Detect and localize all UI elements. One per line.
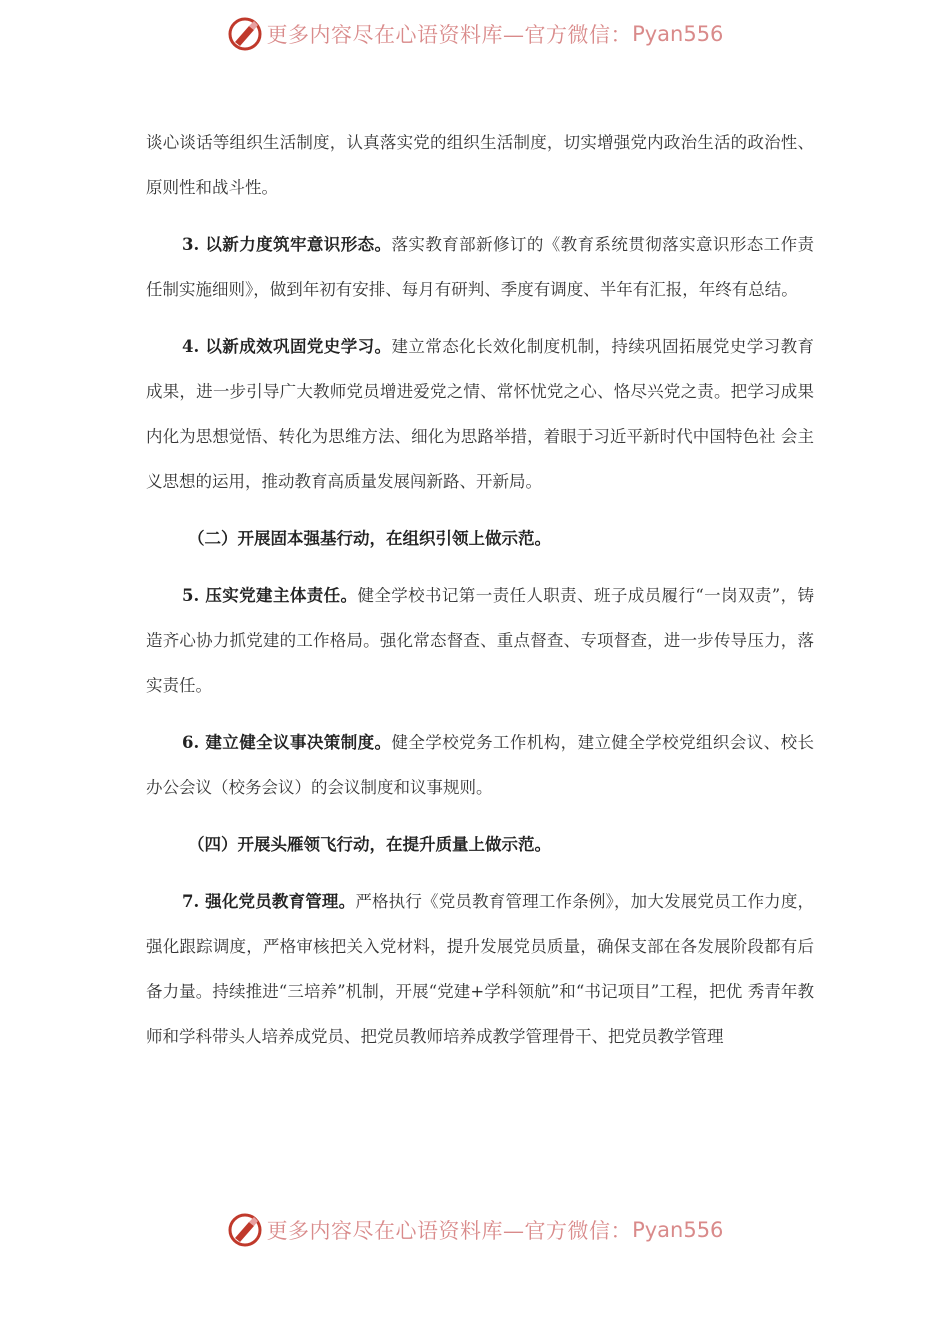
banner-wechat-id: Pyan556 [632, 1218, 724, 1242]
item-lead: 7. 强化党员教育管理。 [182, 892, 356, 911]
item-text: 健全学校党务工作机构，建立健全学校党组织会议、校长 办公会议（校务会议）的会议制度和议事规则。 [146, 733, 814, 797]
footer-banner [0, 1212, 950, 1248]
item-text: 落实教育部新修订的《教育系统贯彻落实意识形态工作责任制实施细则》，做到年初有安排、每月有研判、季度有调度、半年有汇报，年终有总结。 [146, 235, 814, 299]
item-lead: 5. 压实党建主体责任。 [182, 586, 358, 605]
header-banner [0, 16, 950, 52]
section-heading-2: （二）开展固本强基行动，在组织引领上做示范。 [188, 529, 551, 548]
paragraph-item-5 [146, 573, 814, 708]
pen-logo-icon [227, 1212, 263, 1248]
item-text: 建立常态化长效化制度机制，持续巩固拓展党史学习教育 成果，进一步引导广大教师党员增进爱党之情、常怀忧党之心、恪尽兴党之责。把学习成果内化为思想觉悟、转化为思维方法、细化为思路举措，着眼于习近平新时代中国特色社 会主义思想的运用，推动教育高质量发展闯新路、开新局。 [146, 337, 814, 491]
paragraph-continuation: 谈心谈话等组织生活制度，认真落实党的组织生活制度，切实增强党内政治生活的政治性、原则性和战斗性。 [146, 133, 814, 197]
paragraph-item-3 [146, 222, 814, 312]
banner-text: 更多内容尽在心语资料库—官方微信： [266, 1219, 633, 1243]
item-text: 健全学校书记第一责任人职责、班子成员履行“一岗双责”，铸造齐心协力抓党建的工作格局。强化常态督查、重点督查、专项督查，进一步传导压力，落实责任。 [146, 586, 814, 695]
paragraph-item-6 [146, 720, 814, 810]
paragraph-item-4 [146, 324, 814, 504]
document-body [146, 120, 814, 1071]
pen-logo-icon [227, 16, 263, 52]
item-lead: 6. 建立健全议事决策制度。 [182, 733, 392, 752]
item-text: 严格执行《党员教育管理工作条例》，加大发展党员工作力度， 强化跟踪调度，严格审核把关入党材料，提升发展党员质量，确保支部在各发展阶段都有后备力量。持续推进“三培养”机制，开展“党建+学科领航”和“书记项目”工程，把优 秀青年教师和学科带头人培养成党员、把党员教师培养成教学管理骨干、把党员教学管理 [146, 892, 814, 1046]
item-lead: 4. 以新成效巩固党史学习。 [182, 337, 392, 356]
section-heading-4: （四）开展头雁领飞行动，在提升质量上做示范。 [188, 835, 551, 854]
item-lead: 3. 以新力度筑牢意识形态。 [182, 235, 392, 254]
paragraph-item-7 [146, 879, 814, 1059]
banner-text: 更多内容尽在心语资料库—官方微信： [266, 23, 633, 47]
banner-wechat-id: Pyan556 [632, 22, 724, 46]
